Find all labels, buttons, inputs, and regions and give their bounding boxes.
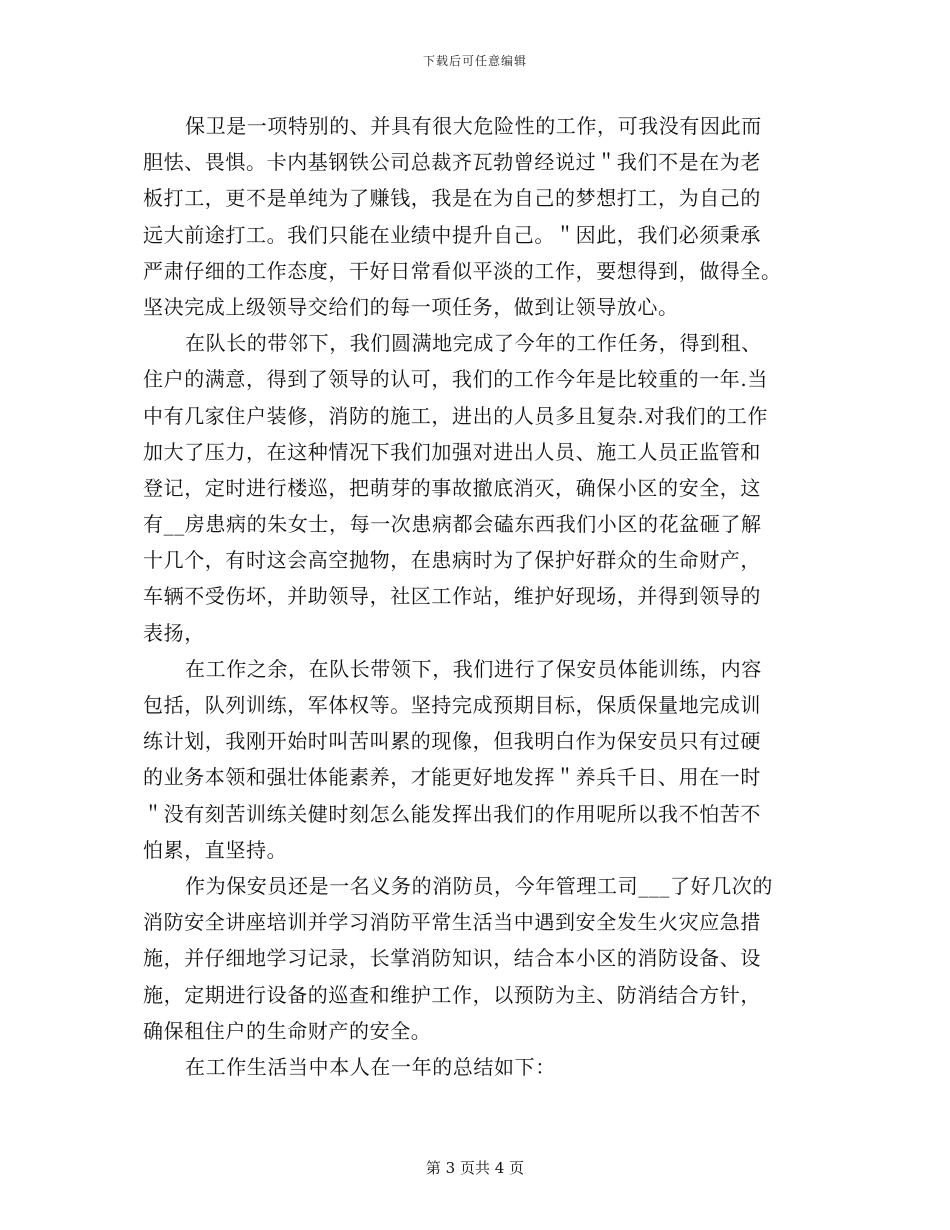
text-line: ＂没有刻苦训练关健时刻怎么能发挥出我们的作用呢所以我不怕苦不 [143,801,761,826]
text-line: 怕累，直坚持。 [143,837,288,862]
text-line: 住户的满意，得到了领导的认可，我们的工作今年是比较重的一年.当 [143,367,768,392]
text-line: 在队长的带邻下，我们圆满地完成了今年的工作任务，得到租、 [185,331,762,356]
text-line: 登记，定时进行楼巡，把萌芽的事故撤底消灭，确保小区的安全，这 [143,475,761,500]
text-line: 坚决完成上级领导交给们的每一项任务，做到让领导放心。 [143,294,679,319]
text-line: 有__房患病的朱女士，每一次患病都会磕东西我们小区的花盆砸了解 [143,512,762,537]
text-line: 在工作之余，在队长带领下，我们进行了保安员体能训练，内容 [185,656,762,681]
text-line: 板打工，更不是单纯为了赚钱，我是在为自己的梦想打工，为自己的 [143,186,761,211]
text-line: 的业务本领和强壮体能素养，才能更好地发挥＂养兵千日、用在一时 [143,765,761,790]
text-line: 加大了压力，在这种情况下我们加强对进出人员、施工人员正监管和 [143,439,761,464]
text-line: 确保租住户的生命财产的安全。 [143,1018,432,1043]
text-line: 练计划，我刚开始时叫苦叫累的现像，但我明白作为保安员只有过硬 [143,729,761,754]
text-line: 表扬， [143,620,205,645]
text-line: 作为保安员还是一名义务的消防员，今年管理工司___了好几次的 [185,873,773,898]
page-header: 下载后可任意编辑 [422,54,527,68]
text-line: 包括，队列训练，军体权等。坚持完成预期目标，保质保量地完成训 [143,693,761,717]
text-line: 中有几家住户装修，消防的施工，进出的人员多且复杂.对我们的工作 [143,403,768,428]
text-line: 严肃仔细的工作态度，干好日常看似平淡的工作，要想得到，做得全。 [143,258,782,283]
document-body [143,108,811,1085]
text-line: 十几个，有时这会高空抛物，在患病时为了保护好群众的生命财产， [143,548,761,573]
text-line: 施，定期进行设备的巡查和维护工作，以预防为主、防消结合方针， [143,982,761,1007]
text-line: 远大前途打工。我们只能在业绩中提升自己。＂因此，我们必须秉承 [143,222,761,247]
text-line: 施，并仔细地学习记录，长掌消防知识，结合本小区的消防设备、设 [143,946,761,971]
text-line: 在工作生活当中本人在一年的总结如下： [185,1054,556,1079]
text-line: 保卫是一项特别的、并具有很大危险性的工作，可我没有因此而 [185,114,762,138]
text-line: 消防安全讲座培训并学习消防平常生活当中遇到安全发生火灾应急措 [143,910,761,935]
page-footer: 第 3 页共 4 页 [425,1159,525,1177]
text-line: 胆怯、畏惧。卡内基钢铁公司总裁齐瓦勃曾经说过＂我们不是在为老 [143,150,761,175]
text-line: 车辆不受伤坏，并助领导，社区工作站，维护好现场，并得到领导的 [143,584,761,609]
